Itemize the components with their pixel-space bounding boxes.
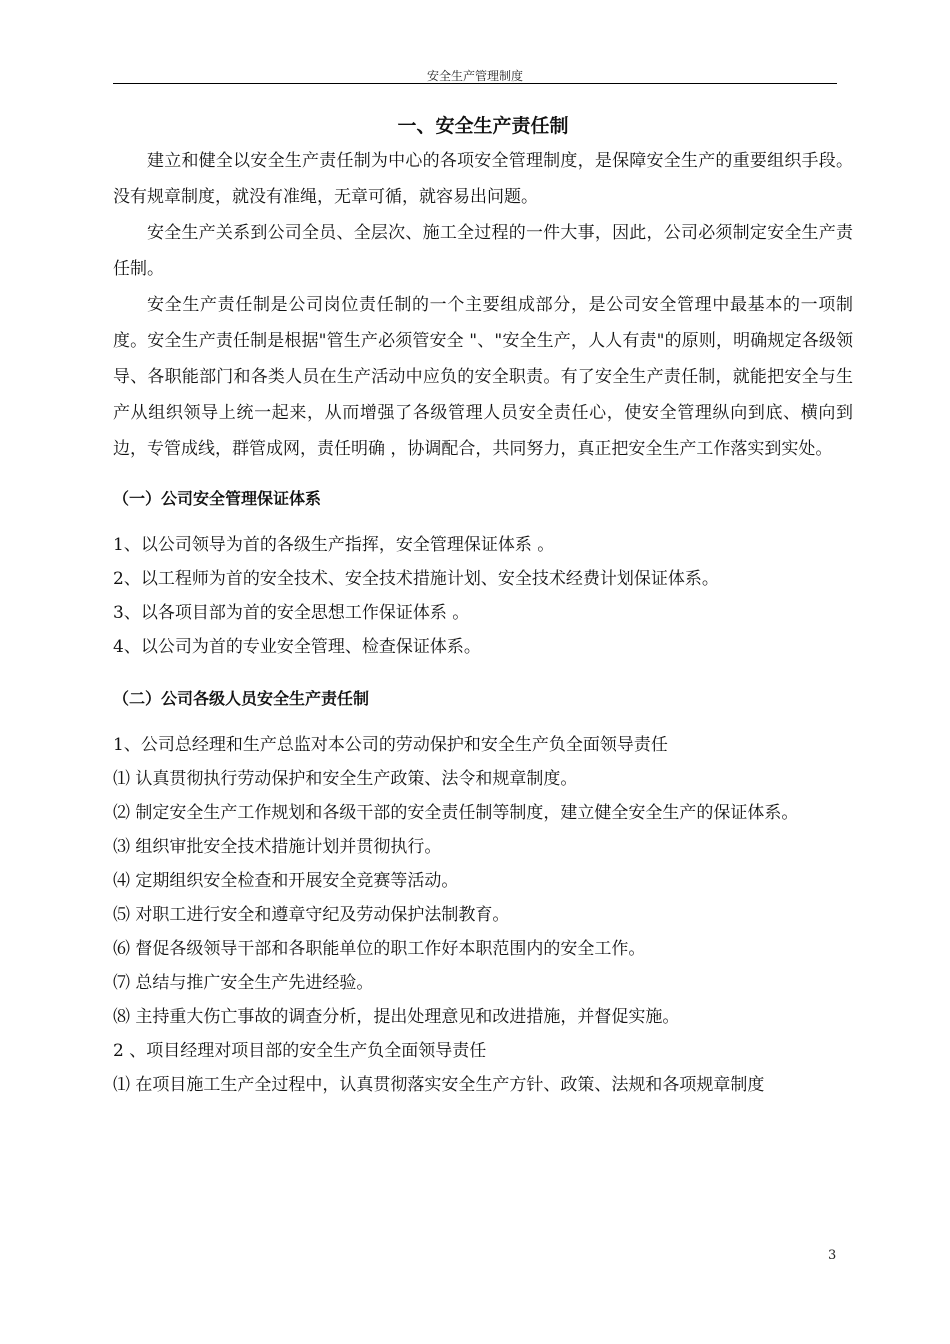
list-item: ⑶ 组织审批安全技术措施计划并贯彻执行。	[113, 837, 442, 857]
list-item: ⑹ 督促各级领导干部和各职能单位的职工作好本职范围内的安全工作。	[113, 939, 646, 959]
list-item: ⑴ 在项目施工生产全过程中，认真贯彻落实安全生产方针、政策、法规和各项规章制度	[113, 1075, 765, 1095]
list-item: 2、以工程师为首的安全技术、安全技术措施计划、安全技术经费计划保证体系。	[113, 569, 719, 589]
header-rule	[113, 83, 837, 84]
list-item: ⑷ 定期组织安全检查和开展安全竞赛等活动。	[113, 871, 459, 891]
document-body	[113, 110, 853, 1102]
list-item: ⑸ 对职工进行安全和遵章守纪及劳动保护法制教育。	[113, 905, 510, 925]
list-item: 4、以公司为首的专业安全管理、检查保证体系。	[113, 637, 481, 657]
paragraph-intro-2: 安全生产关系到公司全员、全层次、施工全过程的一件大事，因此，公司必须制定安全生产责任制。	[113, 223, 853, 279]
list-item: ⑺ 总结与推广安全生产先进经验。	[113, 973, 374, 993]
list-item: 1、以公司领导为首的各级生产指挥，安全管理保证体系 。	[113, 535, 555, 555]
list-item: ⑵ 制定安全生产工作规划和各级干部的安全责任制等制度，建立健全安全生产的保证体系。	[113, 803, 799, 823]
list-item: ⑻ 主持重大伤亡事故的调查分析，提出处理意见和改进措施，并督促实施。	[113, 1007, 680, 1027]
list-item: ⑴ 认真贯彻执行劳动保护和安全生产政策、法令和规章制度。	[113, 769, 578, 789]
section-heading-1: （一）公司安全管理保证体系	[113, 489, 322, 508]
list-item: 1、公司总经理和生产总监对本公司的劳动保护和安全生产负全面领导责任	[113, 735, 668, 755]
paragraph-intro-1: 建立和健全以安全生产责任制为中心的各项安全管理制度，是保障安全生产的重要组织手段。没有规章制度，就没有准绳，无章可循，就容易出问题。	[113, 151, 853, 207]
chapter-title: 一、安全生产责任制	[397, 115, 569, 137]
page-number: 3	[828, 1248, 837, 1263]
paragraph-intro-3: 安全生产责任制是公司岗位责任制的一个主要组成部分，是公司安全管理中最基本的一项制度。安全生产责任制是根据"管生产必须管安全 "、"安全生产，人人有责"的原则，明确规定各级领导、各职能部门和各类人员在生产活动中应负的安全职责。有了安全生产责任制，就能把安全与生产从组织领导上统一起来，从而增强了各级管理人员安全责任心，使安全管理纵向到底、横向到边，专管成线，群管成网，责任明确 ，协调配合，共同努力，真正把安全生产工作落实到实处。	[113, 295, 853, 459]
list-item: 3、以各项目部为首的安全思想工作保证体系 。	[113, 603, 470, 623]
section-heading-2: （二）公司各级人员安全生产责任制	[113, 689, 370, 708]
list-item: 2 、项目经理对项目部的安全生产负全面领导责任	[113, 1041, 487, 1061]
running-header: 安全生产管理制度	[426, 69, 523, 83]
